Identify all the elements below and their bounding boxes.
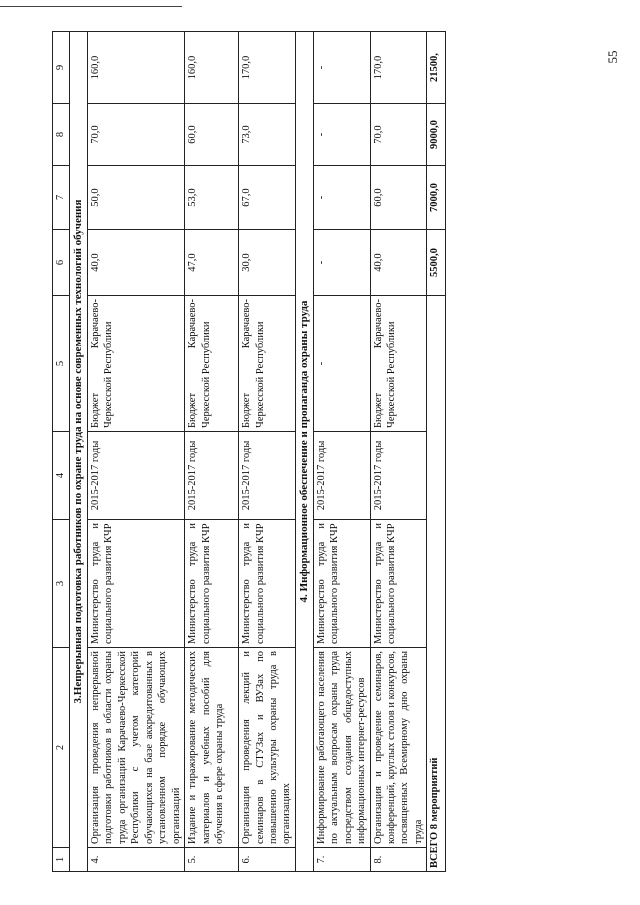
col-header-4: 4 xyxy=(53,432,70,520)
table-row xyxy=(239,32,296,872)
executor-cell: Министерство труда и социального развития КЧР xyxy=(239,520,296,648)
row-number: 5. xyxy=(185,848,239,872)
activity-cell: Издание и тиражирование методических материалов и учебных пособий для обучения в сфере охраны труда xyxy=(185,648,239,848)
total-2015: 5500,0 xyxy=(427,230,446,296)
col-header-8: 8 xyxy=(53,104,70,166)
totals-label: ВСЕГО 8 мероприятий xyxy=(427,296,446,872)
source-cell: Бюджет Карачаево-Черкесской Республики xyxy=(185,296,239,432)
value-2015: - xyxy=(313,230,370,296)
source-cell: Бюджет Карачаево-Черкесской Республики xyxy=(239,296,296,432)
value-total: 160,0 xyxy=(185,32,239,104)
value-2017: 70,0 xyxy=(370,104,427,166)
value-2015: 47,0 xyxy=(185,230,239,296)
value-2017: 60,0 xyxy=(185,104,239,166)
row-number: 7. xyxy=(313,848,370,872)
value-total: 170,0 xyxy=(239,32,296,104)
value-2015: 40,0 xyxy=(88,230,185,296)
measures-table xyxy=(52,31,446,872)
value-2016: 53,0 xyxy=(185,166,239,230)
value-total: - xyxy=(313,32,370,104)
section-title: 3.Непрерывная подготовка работников по охране труда на основе современных технологий обучения xyxy=(70,32,88,872)
activity-cell: Организация и проведение семинаров, конференций, круглых столов и конкурсов, посвященных Всемирному дню охраны труда xyxy=(370,648,427,848)
value-2016: - xyxy=(313,166,370,230)
row-number: 6. xyxy=(239,848,296,872)
executor-cell: Министерство труда и социального развития КЧР xyxy=(185,520,239,648)
activity-cell: Организация проведения непрерывной подготовки работников в области охраны труда организаций Карачаево-Черкесской Республики с учетом категорий обучающихся на базе аккредитованных в установленном порядке обучающих организаций xyxy=(88,648,185,848)
grand-total: 21500, xyxy=(427,32,446,104)
col-header-2: 2 xyxy=(53,648,70,848)
source-cell: - xyxy=(313,296,370,432)
table-row xyxy=(370,32,427,872)
value-2017: 70,0 xyxy=(88,104,185,166)
col-header-9: 9 xyxy=(53,32,70,104)
top-rule xyxy=(0,6,182,7)
section-title: 4. Информационное обеспечение и пропаганда охраны труда xyxy=(295,32,313,872)
row-number: 8. xyxy=(370,848,427,872)
value-2015: 40,0 xyxy=(370,230,427,296)
total-2016: 7000,0 xyxy=(427,166,446,230)
col-header-1: 1 xyxy=(53,848,70,872)
rotated-page xyxy=(52,32,462,872)
executor-cell: Министерство труда и социального развития КЧР xyxy=(313,520,370,648)
period-cell: 2015-2017 годы xyxy=(313,432,370,520)
source-cell: Бюджет Карачаево-Черкесской Республики xyxy=(370,296,427,432)
col-header-7: 7 xyxy=(53,166,70,230)
value-2016: 50,0 xyxy=(88,166,185,230)
activity-cell: Информирование работающего населения по актуальным вопросам охраны труда посредством создания общедоступных информационных интернет-ресурсов xyxy=(313,648,370,848)
period-cell: 2015-2017 годы xyxy=(239,432,296,520)
col-header-3: 3 xyxy=(53,520,70,648)
source-cell: Бюджет Карачаево-Черкесской Республики xyxy=(88,296,185,432)
executor-cell: Министерство труда и социального развития КЧР xyxy=(88,520,185,648)
totals-row xyxy=(427,32,446,872)
col-header-6: 6 xyxy=(53,230,70,296)
value-2017: - xyxy=(313,104,370,166)
value-2016: 67,0 xyxy=(239,166,296,230)
table-row xyxy=(88,32,185,872)
section-header xyxy=(295,32,313,872)
row-number: 4. xyxy=(88,848,185,872)
period-cell: 2015-2017 годы xyxy=(185,432,239,520)
value-2015: 30,0 xyxy=(239,230,296,296)
activity-cell: Организация проведения лекций и семинаров в СТУЗах и ВУЗах по повышению культуры охраны труда в организациях xyxy=(239,648,296,848)
col-header-5: 5 xyxy=(53,296,70,432)
page-number: 55 xyxy=(605,50,620,64)
column-number-row xyxy=(53,32,70,872)
value-2016: 60,0 xyxy=(370,166,427,230)
table-row xyxy=(313,32,370,872)
value-total: 170,0 xyxy=(370,32,427,104)
period-cell: 2015-2017 годы xyxy=(370,432,427,520)
executor-cell: Министерство труда и социального развития КЧР xyxy=(370,520,427,648)
table-row xyxy=(185,32,239,872)
value-total: 160,0 xyxy=(88,32,185,104)
section-header xyxy=(70,32,88,872)
period-cell: 2015-2017 годы xyxy=(88,432,185,520)
value-2017: 73,0 xyxy=(239,104,296,166)
total-2017: 9000,0 xyxy=(427,104,446,166)
